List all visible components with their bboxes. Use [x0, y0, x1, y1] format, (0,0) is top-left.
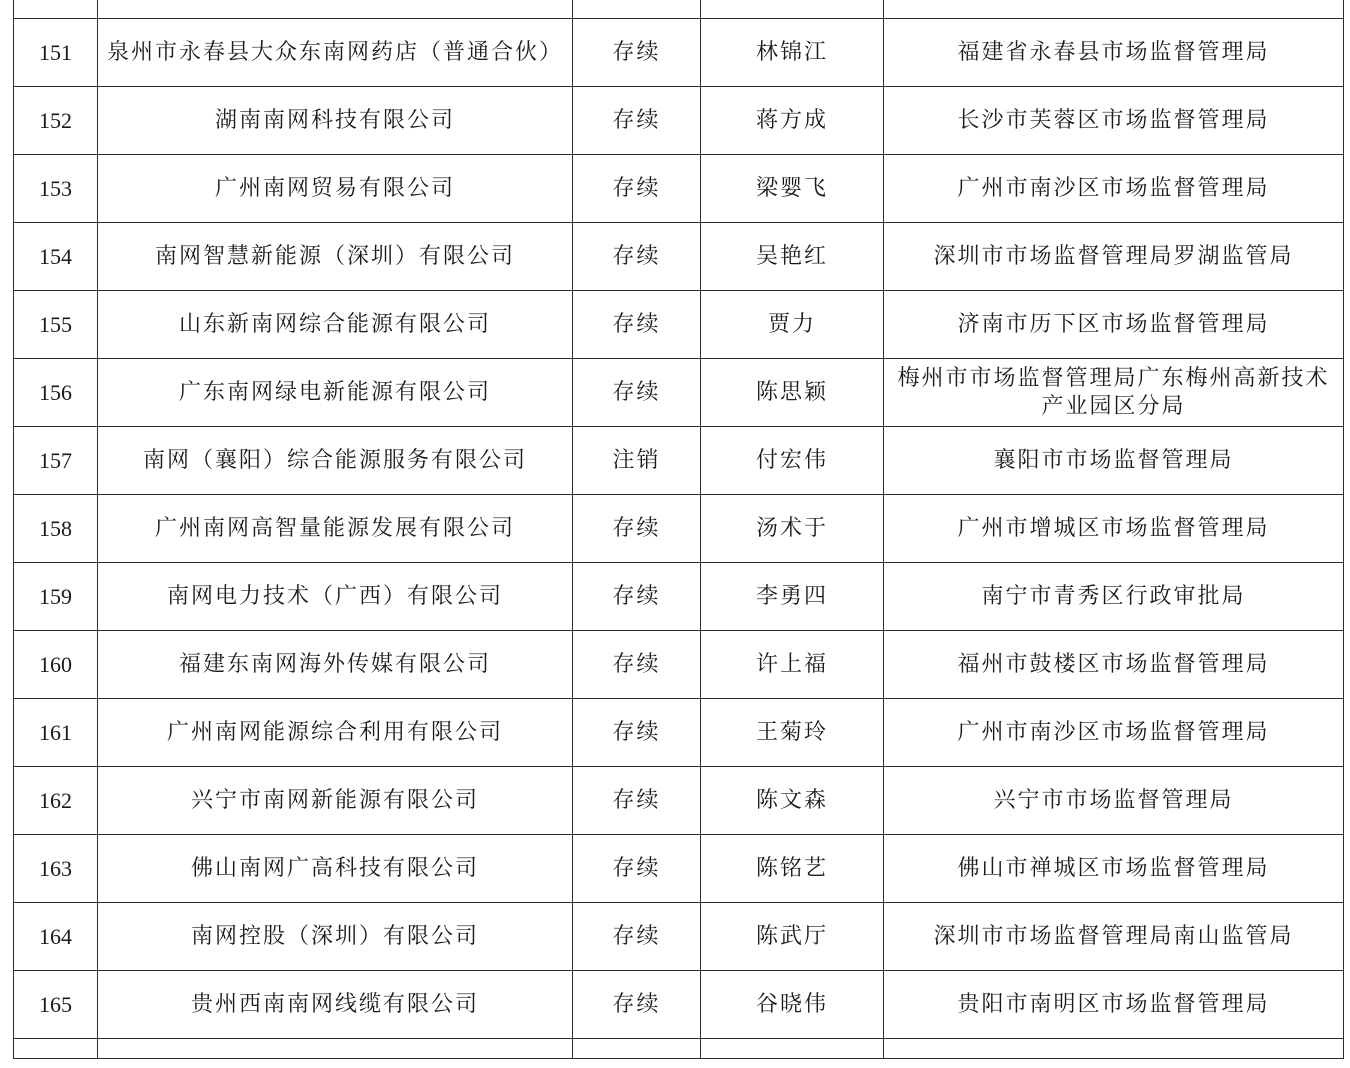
row-number: 153 [14, 155, 98, 223]
table-row [14, 223, 1344, 291]
registration-authority: 襄阳市市场监督管理局 [884, 427, 1344, 495]
registration-status: 存续 [573, 835, 701, 903]
company-name: 南网智慧新能源（深圳）有限公司 [98, 223, 573, 291]
registration-status: 存续 [573, 699, 701, 767]
registration-authority: 深圳市市场监督管理局罗湖监管局 [884, 223, 1344, 291]
row-number: 162 [14, 767, 98, 835]
table-row [14, 495, 1344, 563]
registration-status: 存续 [573, 155, 701, 223]
table-row [14, 427, 1344, 495]
table-row [14, 359, 1344, 427]
registration-status: 存续 [573, 903, 701, 971]
legal-representative: 林锦江 [701, 19, 884, 87]
company-name: 广州南网能源综合利用有限公司 [98, 699, 573, 767]
table-row [14, 155, 1344, 223]
table-row [14, 291, 1344, 359]
company-name: 南网控股（深圳）有限公司 [98, 903, 573, 971]
company-name: 湖南南网科技有限公司 [98, 87, 573, 155]
row-number: 155 [14, 291, 98, 359]
legal-representative: 许上福 [701, 631, 884, 699]
registration-status: 存续 [573, 495, 701, 563]
registration-authority: 兴宁市市场监督管理局 [884, 767, 1344, 835]
row-number: 158 [14, 495, 98, 563]
registration-status: 存续 [573, 971, 701, 1039]
row-number: 160 [14, 631, 98, 699]
row-number: 159 [14, 563, 98, 631]
table-body [14, 0, 1344, 1059]
row-number: 165 [14, 971, 98, 1039]
table-row [14, 19, 1344, 87]
row-number: 161 [14, 699, 98, 767]
legal-representative: 谷晓伟 [701, 971, 884, 1039]
row-number: 152 [14, 87, 98, 155]
registration-authority: 梅州市市场监督管理局广东梅州高新技术产业园区分局 [884, 359, 1344, 427]
company-name: 广东南网绿电新能源有限公司 [98, 359, 573, 427]
table-row [14, 903, 1344, 971]
row-number: 164 [14, 903, 98, 971]
registration-authority: 深圳市市场监督管理局南山监管局 [884, 903, 1344, 971]
table-row [14, 87, 1344, 155]
registration-status: 存续 [573, 631, 701, 699]
legal-representative: 汤术于 [701, 495, 884, 563]
company-registry-table [13, 0, 1344, 1059]
registration-authority: 长沙市芙蓉区市场监督管理局 [884, 87, 1344, 155]
registration-authority: 福建省永春县市场监督管理局 [884, 19, 1344, 87]
company-name: 佛山南网广高科技有限公司 [98, 835, 573, 903]
registration-authority: 南宁市青秀区行政审批局 [884, 563, 1344, 631]
company-name: 贵州西南南网线缆有限公司 [98, 971, 573, 1039]
legal-representative: 陈武厅 [701, 903, 884, 971]
registration-status: 存续 [573, 87, 701, 155]
table-row [14, 699, 1344, 767]
registration-status: 存续 [573, 359, 701, 427]
row-number: 156 [14, 359, 98, 427]
registration-authority: 福州市鼓楼区市场监督管理局 [884, 631, 1344, 699]
legal-representative: 陈文森 [701, 767, 884, 835]
registration-authority: 济南市历下区市场监督管理局 [884, 291, 1344, 359]
legal-representative: 梁婴飞 [701, 155, 884, 223]
company-name: 兴宁市南网新能源有限公司 [98, 767, 573, 835]
registration-authority: 广州市南沙区市场监督管理局 [884, 155, 1344, 223]
table-row [14, 835, 1344, 903]
legal-representative: 贾力 [701, 291, 884, 359]
company-name: 广州南网高智量能源发展有限公司 [98, 495, 573, 563]
registration-status: 存续 [573, 19, 701, 87]
table-row-partial-bottom [14, 1039, 1344, 1059]
registration-authority: 佛山市禅城区市场监督管理局 [884, 835, 1344, 903]
company-name: 广州南网贸易有限公司 [98, 155, 573, 223]
table-row [14, 563, 1344, 631]
company-name: 南网（襄阳）综合能源服务有限公司 [98, 427, 573, 495]
legal-representative: 陈铭艺 [701, 835, 884, 903]
company-name: 山东新南网综合能源有限公司 [98, 291, 573, 359]
registration-authority: 贵阳市南明区市场监督管理局 [884, 971, 1344, 1039]
company-name: 福建东南网海外传媒有限公司 [98, 631, 573, 699]
registration-status: 存续 [573, 223, 701, 291]
company-name: 泉州市永春县大众东南网药店（普通合伙） [98, 19, 573, 87]
registration-status: 存续 [573, 291, 701, 359]
row-number: 163 [14, 835, 98, 903]
legal-representative: 李勇四 [701, 563, 884, 631]
legal-representative: 蒋方成 [701, 87, 884, 155]
table-row [14, 631, 1344, 699]
table-row [14, 971, 1344, 1039]
row-number: 154 [14, 223, 98, 291]
legal-representative: 王菊玲 [701, 699, 884, 767]
registration-authority: 广州市南沙区市场监督管理局 [884, 699, 1344, 767]
table-row [14, 767, 1344, 835]
table-row-partial-top [14, 0, 1344, 19]
registration-authority: 广州市增城区市场监督管理局 [884, 495, 1344, 563]
registration-status: 注销 [573, 427, 701, 495]
legal-representative: 吴艳红 [701, 223, 884, 291]
registration-status: 存续 [573, 767, 701, 835]
row-number: 157 [14, 427, 98, 495]
row-number: 151 [14, 19, 98, 87]
registration-status: 存续 [573, 563, 701, 631]
legal-representative: 陈思颖 [701, 359, 884, 427]
company-name: 南网电力技术（广西）有限公司 [98, 563, 573, 631]
legal-representative: 付宏伟 [701, 427, 884, 495]
